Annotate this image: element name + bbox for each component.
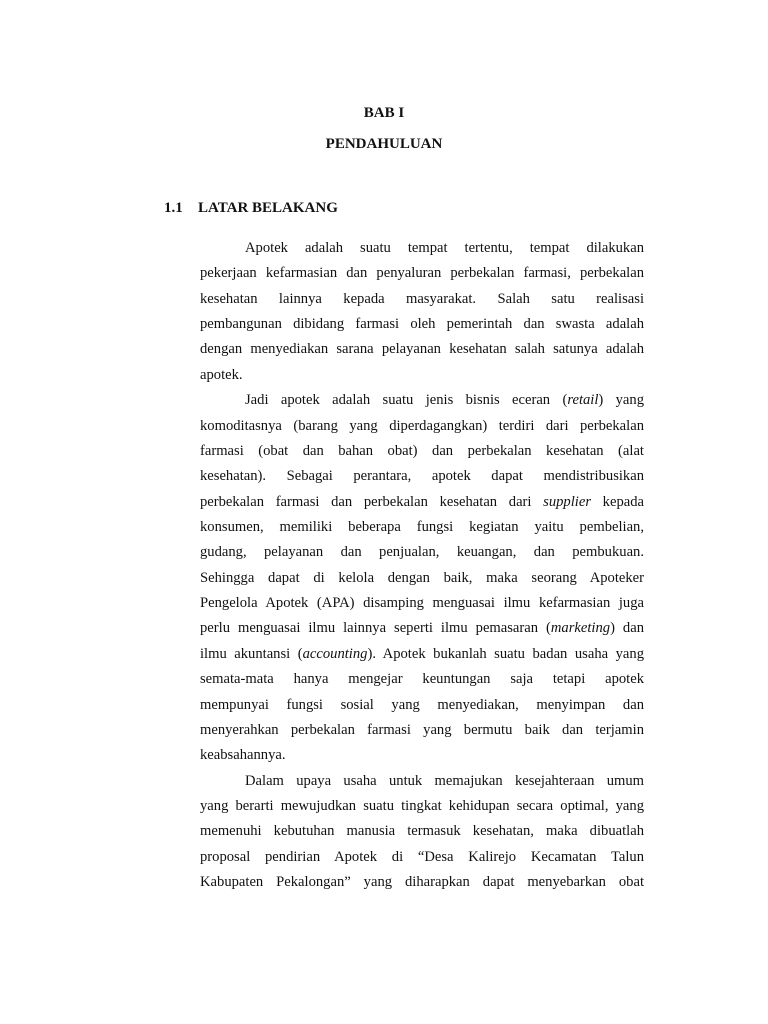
text-run: Pengelola Apotek (APA) disamping menguasai ilmu kefarmasian juga xyxy=(200,595,644,611)
body-line xyxy=(200,289,644,309)
text-run: farmasi (obat dan bahan obat) dan perbekalan kesehatan (alat xyxy=(200,442,644,459)
text-run: komoditasnya (barang yang diperdagangkan) terdiri dari perbekalan xyxy=(200,417,644,434)
body-line xyxy=(200,618,644,638)
text-run: menyerahkan perbekalan farmasi yang bermutu baik dan terjamin xyxy=(200,721,644,738)
italic-term: accounting xyxy=(302,645,368,662)
text-run: semata-mata hanya mengejar keuntungan saja tetapi apotek xyxy=(200,671,644,688)
text-run: Kabupaten Pekalongan” yang diharapkan dapat menyebarkan obat xyxy=(200,874,644,890)
body-line xyxy=(245,238,644,258)
text-run: apotek. xyxy=(200,366,243,383)
text-run: dengan menyediakan sarana pelayanan kesehatan salah satunya adalah xyxy=(200,341,644,358)
text-run: pekerjaan kefarmasian dan penyaluran perbekalan farmasi, perbekalan xyxy=(200,265,644,282)
body-line xyxy=(200,263,644,283)
text-run: ). Apotek bukanlah suatu badan usaha yang xyxy=(367,645,644,662)
text-run: Jadi apotek adalah suatu jenis bisnis eceran ( xyxy=(245,392,568,409)
text-run: gudang, pelayanan dan penjualan, keuangan, dan pembukuan. xyxy=(200,544,644,561)
italic-term: retail xyxy=(567,392,599,409)
italic-term: supplier xyxy=(543,493,591,510)
text-run: keabsahannya. xyxy=(200,747,286,764)
text-run: ) yang xyxy=(598,392,644,409)
text-run: Apotek adalah suatu tempat tertentu, tempat dilakukan xyxy=(245,240,644,256)
body-line xyxy=(200,644,644,664)
body-line xyxy=(200,416,644,436)
body-line xyxy=(200,720,644,740)
body-line xyxy=(200,568,644,588)
text-run: kesehatan). Sebagai perantara, apotek dapat mendistribusikan xyxy=(200,468,644,485)
body-line xyxy=(200,517,644,537)
chapter-title: PENDAHULUAN xyxy=(325,136,443,152)
text-run: Dalam upaya usaha untuk memajukan kesejahteraan umum xyxy=(245,772,644,789)
section-title: LATAR BELAKANG xyxy=(198,200,338,216)
italic-term: marketing xyxy=(550,620,611,637)
text-run: ) dan xyxy=(610,620,644,637)
body-line xyxy=(200,821,644,841)
text-run: kesehatan lainnya kepada masyarakat. Salah satu realisasi xyxy=(200,290,644,307)
body-line xyxy=(200,492,644,512)
text-run: memenuhi kebutuhan manusia termasuk kesehatan, maka dibuatlah xyxy=(200,823,644,840)
text-run: yang berarti mewujudkan suatu tingkat kehidupan secara optimal, yang xyxy=(200,797,644,814)
body-line xyxy=(200,796,644,816)
section-number: 1.1 xyxy=(164,200,183,216)
text-run: ilmu akuntansi ( xyxy=(200,645,303,662)
body-line xyxy=(200,466,644,486)
text-run: kepada xyxy=(591,493,644,510)
body-line xyxy=(245,771,644,791)
body-line xyxy=(200,745,644,765)
text-run: pembangunan dibidang farmasi oleh pemerintah dan swasta adalah xyxy=(200,316,644,333)
body-line xyxy=(200,695,644,715)
chapter-label: BAB I xyxy=(363,105,405,121)
body-line xyxy=(200,847,644,867)
text-run: proposal pendirian Apotek di “Desa Kalirejo Kecamatan Talun xyxy=(200,848,644,865)
body-line xyxy=(200,542,644,562)
body-line xyxy=(200,339,644,359)
body-line xyxy=(200,872,644,892)
text-run: Sehingga dapat di kelola dengan baik, maka seorang Apoteker xyxy=(200,569,644,586)
text-run: perbekalan farmasi dan perbekalan kesehatan dari xyxy=(200,493,544,510)
body-line xyxy=(200,593,644,613)
text-run: mempunyai fungsi sosial yang menyediakan, menyimpan dan xyxy=(200,696,644,713)
body-line xyxy=(200,669,644,689)
body-line xyxy=(200,365,644,385)
body-line xyxy=(200,441,644,461)
body-line xyxy=(245,390,644,410)
body-line xyxy=(200,314,644,334)
section-heading xyxy=(164,199,338,217)
text-run: konsumen, memiliki beberapa fungsi kegiatan yaitu pembelian, xyxy=(200,519,644,535)
text-run: perlu menguasai ilmu lainnya seperti ilmu pemasaran ( xyxy=(200,620,551,637)
